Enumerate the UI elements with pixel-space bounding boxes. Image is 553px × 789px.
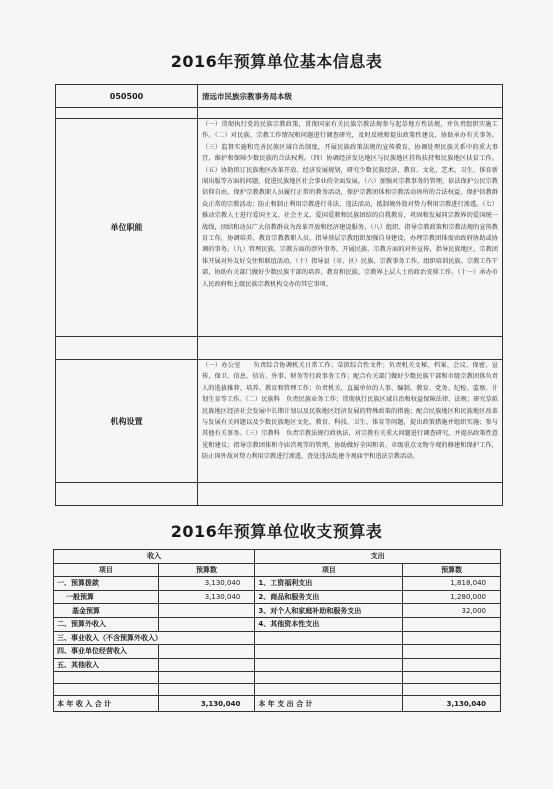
budget-column-header — [54, 563, 501, 577]
spacer-cell — [198, 483, 503, 506]
duties-label: 单位职能 — [56, 119, 198, 337]
blank-cell — [255, 672, 403, 684]
unit-code: 050500 — [56, 85, 198, 108]
blank-cell — [158, 672, 255, 684]
income-amount — [158, 604, 255, 618]
expense-amount — [403, 645, 501, 659]
table-row — [54, 577, 501, 591]
duties-row — [56, 119, 503, 337]
expense-item: 4、其他资本性支出 — [255, 617, 403, 631]
income-amount — [158, 617, 255, 631]
expense-amount-header: 预算数 — [403, 563, 501, 577]
expense-amount: 32,000 — [403, 604, 501, 618]
unit-row — [56, 85, 503, 108]
income-item: 四、事业单位经营收入 — [54, 645, 159, 659]
expense-amount: 1,818,040 — [403, 577, 501, 591]
expense-total-amount: 3,130,040 — [403, 696, 501, 712]
budget-section-header — [54, 550, 501, 564]
spacer-row — [56, 337, 503, 360]
blank-cell — [403, 672, 501, 684]
spacer-cell — [56, 483, 198, 506]
income-total-label: 本 年 收 入 合 计 — [54, 696, 159, 712]
basic-info-table — [55, 84, 503, 506]
income-item: 五、其他收入 — [54, 658, 159, 672]
spacer-cell — [56, 108, 198, 119]
income-item: 二、预算外收入 — [54, 617, 159, 631]
basic-info-title: 2016年预算单位基本信息表 — [170, 52, 383, 71]
expense-item: 3、对个人和家庭补助和服务支出 — [255, 604, 403, 618]
expense-item: 2、商品和服务支出 — [255, 590, 403, 604]
budget-table — [53, 549, 501, 712]
spacer-row — [56, 483, 503, 506]
income-item-header: 项目 — [54, 563, 159, 577]
income-item: 一、预算拨款 — [54, 577, 159, 591]
expense-amount — [403, 658, 501, 672]
blank-cell — [54, 672, 159, 684]
income-amount — [158, 658, 255, 672]
expense-item — [255, 645, 403, 659]
expense-amount — [403, 617, 501, 631]
spacer-cell — [56, 337, 198, 360]
income-item: 基金预算 — [54, 604, 159, 618]
expense-amount — [403, 631, 501, 645]
income-amount — [158, 645, 255, 659]
income-amount: 3,130,040 — [158, 590, 255, 604]
unit-name: 清远市民族宗教事务局本级 — [198, 85, 503, 108]
expense-header: 支出 — [255, 550, 501, 564]
budget-title: 2016年预算单位收支预算表 — [170, 522, 383, 541]
table-row — [54, 604, 501, 618]
income-item: 一般预算 — [54, 590, 159, 604]
blank-row — [54, 672, 501, 684]
table-row — [54, 645, 501, 659]
org-text: （一）办公室 负责综合协调机关日常工作；草拟综合性文件；负责机关文秘、档案、会议、保密、宣传、保卫、信息、信访、外事、财务等行政事务工作；配合有关部门做好少数民族干部和市级宗教团体负责人的选拔推荐、培养、教育和管理工作；负责机关、直属单位的人事、编制、教育、党务、纪检、监察、计划生育等工作。（二）民族科 负责民族业务工作；贯彻执行民族区域自治和权益保障法律、法规；研究草拟民族地区经济社会发展中长期计划以及民族地区经济发展的特殊政策的措施；配合民族地区和民族地区改革与发展有关问题以及少数民族地区文化、教育、科技、卫生、体育等问题，提出政策措施并组织实施；参与其他有关事务。（三）宗教科 负责宗教法规行政执法，对宗教有关重大问题进行调查研究，并提出政策性意见和建议；指导宗教团体和寺庙宫观等的管理，协助做好全国和省、市级重点文物寺观的修建和保护工作，防止国外敌对势力利用宗教进行渗透，查处违法乱建寺观庙宇和违法宗教活动。 — [198, 360, 503, 483]
duties-text: （一）贯彻执行党的民族宗教政策，贯彻国家有关民族宗教法规参与起草地方性法规，并负责组织实施工作。（二）对民族、宗教工作情况和问题进行调查研究，及时反映和提出政策性建议，协助承办有关事务。（三）监督实施和完善民族区域自治制度，开展民族政策法规的宣传教育，协调处理民族关系中的重大事宜，维护和保障少数民族的合法权利。（四）协调经济发达地区与民族地区挂钩扶持和民族地区扶贫工作。（五）协助拟订民族地区改革开放、经济发展规划，研究少数民族经济、教育、文化、艺术、卫生、体育新闻出版等方面的问题，促进民族地区社会事业的全面发展。（六）加强对宗教事务的管理，依法保护公民宗教信仰自由，保护宗教教职人员履行正常的教务活动，保护宗教团体和宗教活动场所的合法权益，保护信教群众正常的宗教活动；防止和制止利用宗教进行非法、违法活动，抵制境外敌对势力利用宗教进行渗透。（七）推动宗教人士进行爱国主义、社会主义、爱国爱教和民族团结的自我教育，巩固和发展同宗教界的爱国统一战线，团结和动员广大信教群众为改革开放和经济建设服务。（八）组织、指导宗教政策和宗教法规的宣传教育工作，协调培养、教育宗教教职人员，指导基层宗教组织加强自身建设，办理宗教团体需由政府协助或协调的事务。（九）管理民族、宗教方面的涉外事务，开展民族、宗教方面的对外宣传，指导民族地区、宗教团体开展对外友好交往和联谊活动。（十）指导县（市、区）民族、宗教事务工作，组织培训民族、宗教工作干部，协助有关部门做好少数民族干部的培养、教育和民族、宗教界上层人士的政治安排工作。（十一）承办市人民政府和上级民族宗教机构交办的其它事项。 — [198, 119, 503, 337]
blank-cell — [158, 684, 255, 696]
table-row — [54, 590, 501, 604]
income-amount: 3,130,040 — [158, 577, 255, 591]
table-row — [54, 617, 501, 631]
blank-cell — [54, 684, 159, 696]
total-row — [54, 696, 501, 712]
blank-cell — [255, 684, 403, 696]
expense-item: 1、工资福利支出 — [255, 577, 403, 591]
expense-item — [255, 658, 403, 672]
expense-total-label: 本 年 支 出 合 计 — [255, 696, 403, 712]
spacer-cell — [198, 108, 503, 119]
expense-item-header: 项目 — [255, 563, 403, 577]
expense-item — [255, 631, 403, 645]
income-total-amount: 3,130,040 — [158, 696, 255, 712]
income-amount-header: 预算数 — [158, 563, 255, 577]
spacer-cell — [198, 337, 503, 360]
org-row — [56, 360, 503, 483]
table-row — [54, 658, 501, 672]
org-label: 机构设置 — [56, 360, 198, 483]
income-item: 三、事业收入（不含预算外收入） — [54, 631, 255, 645]
blank-row — [54, 684, 501, 696]
expense-amount: 1,280,000 — [403, 590, 501, 604]
income-header: 收入 — [54, 550, 255, 564]
spacer-row — [56, 108, 503, 119]
table-row — [54, 631, 501, 645]
blank-cell — [403, 684, 501, 696]
